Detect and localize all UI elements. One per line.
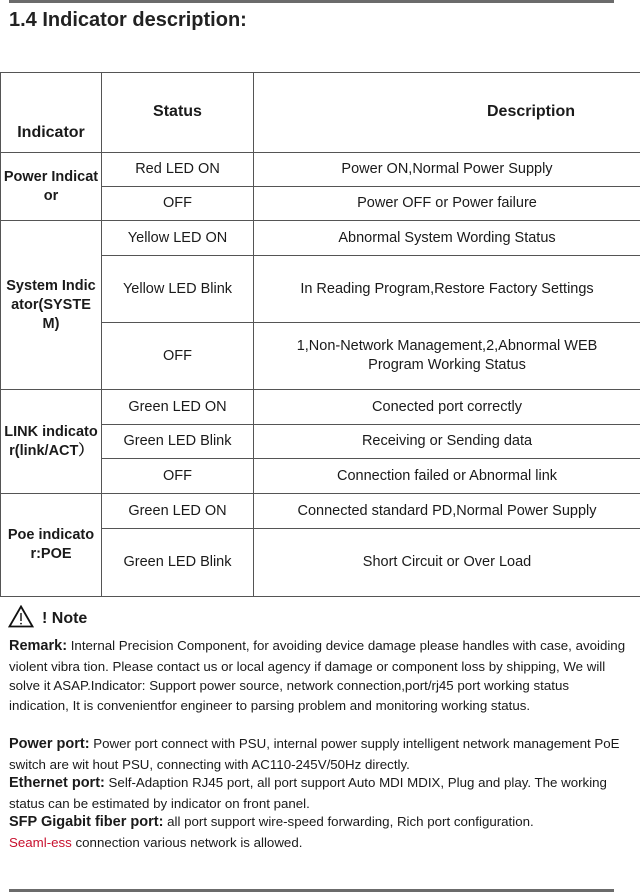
table-row (1, 221, 640, 256)
description-cell: In Reading Program,Restore Factory Settings (254, 256, 640, 323)
indicator-link: LINK indicator(link/ACT） (1, 390, 102, 494)
description-cell: Short Circuit or Over Load (254, 529, 640, 597)
status-cell: Green LED ON (102, 390, 254, 425)
description-cell: Conected port correctly (254, 390, 640, 425)
indicator-table (0, 72, 640, 597)
status-cell: OFF (102, 459, 254, 494)
sfp-port-label: SFP Gigabit fiber port: (9, 814, 164, 830)
header-description: Description (254, 73, 640, 153)
sfp-port-tail: connection various network is allowed. (71, 834, 303, 850)
power-port-text: Power port connect with PSU, internal power supply intelligent network management PoE switch are wit hout PSU, connecting with AC110-245V/50Hz directly. (9, 736, 620, 772)
table-row (1, 494, 640, 529)
description-cell: Power OFF or Power failure (254, 187, 640, 221)
ethernet-port-paragraph (9, 773, 629, 813)
indicator-poe: Poe indicator:POE (1, 494, 102, 597)
status-cell: OFF (102, 323, 254, 390)
seamless-highlight: Seaml-ess (9, 834, 72, 850)
description-cell: Connected standard PD,Normal Power Supply (254, 494, 640, 529)
sfp-port-text: all port support wire-speed forwarding, Rich port configuration. (163, 814, 534, 829)
status-cell: Yellow LED ON (102, 221, 254, 256)
header-status: Status (102, 73, 254, 153)
status-cell: Green LED ON (102, 494, 254, 529)
indicator-system: System Indicator(SYSTEM) (1, 221, 102, 390)
description-cell: 1,Non-Network Management,2,Abnormal WEB Program Working Status (254, 323, 640, 390)
status-cell: Green LED Blink (102, 529, 254, 597)
description-cell: Power ON,Normal Power Supply (254, 153, 640, 187)
note-heading (8, 605, 87, 633)
note-title: ! Note (42, 610, 88, 627)
ethernet-port-text: Self-Adaption RJ45 port, all port support Auto MDI MDIX, Plug and play. The working status can be estimated by indicator on front panel. (9, 775, 607, 811)
status-cell: Red LED ON (102, 153, 254, 187)
ethernet-port-label: Ethernet port: (9, 775, 105, 791)
remark-text: Internal Precision Component, for avoiding device damage please handles with case, avoiding violent vibra tion. Please contact us or local agency if damage or component loss by shipping, We will solve it ASAP.Indicator: Support power source, network connection,port/rj45 port working status indication, It is convenientfor engineer to parsing problem and monitoring working status. (9, 638, 626, 713)
remark-label: Remark: (9, 638, 68, 654)
top-rule (9, 0, 614, 3)
description-cell: Receiving or Sending data (254, 425, 640, 459)
warning-triangle-icon (8, 605, 34, 633)
status-cell: Green LED Blink (102, 425, 254, 459)
description-cell: Abnormal System Wording Status (254, 221, 640, 256)
section-heading: 1.4 Indicator description: (9, 9, 247, 31)
remark-paragraph (9, 636, 629, 715)
power-port-paragraph (9, 734, 629, 774)
power-port-label: Power port: (9, 736, 90, 752)
status-cell: Yellow LED Blink (102, 256, 254, 323)
table-row (1, 390, 640, 425)
status-cell: OFF (102, 187, 254, 221)
description-cell: Connection failed or Abnormal link (254, 459, 640, 494)
indicator-power: Power Indicator (1, 153, 102, 221)
table-header-row (1, 73, 640, 153)
header-indicator: Indicator (1, 73, 102, 153)
sfp-port-paragraph (9, 812, 629, 852)
table-row (1, 153, 640, 187)
